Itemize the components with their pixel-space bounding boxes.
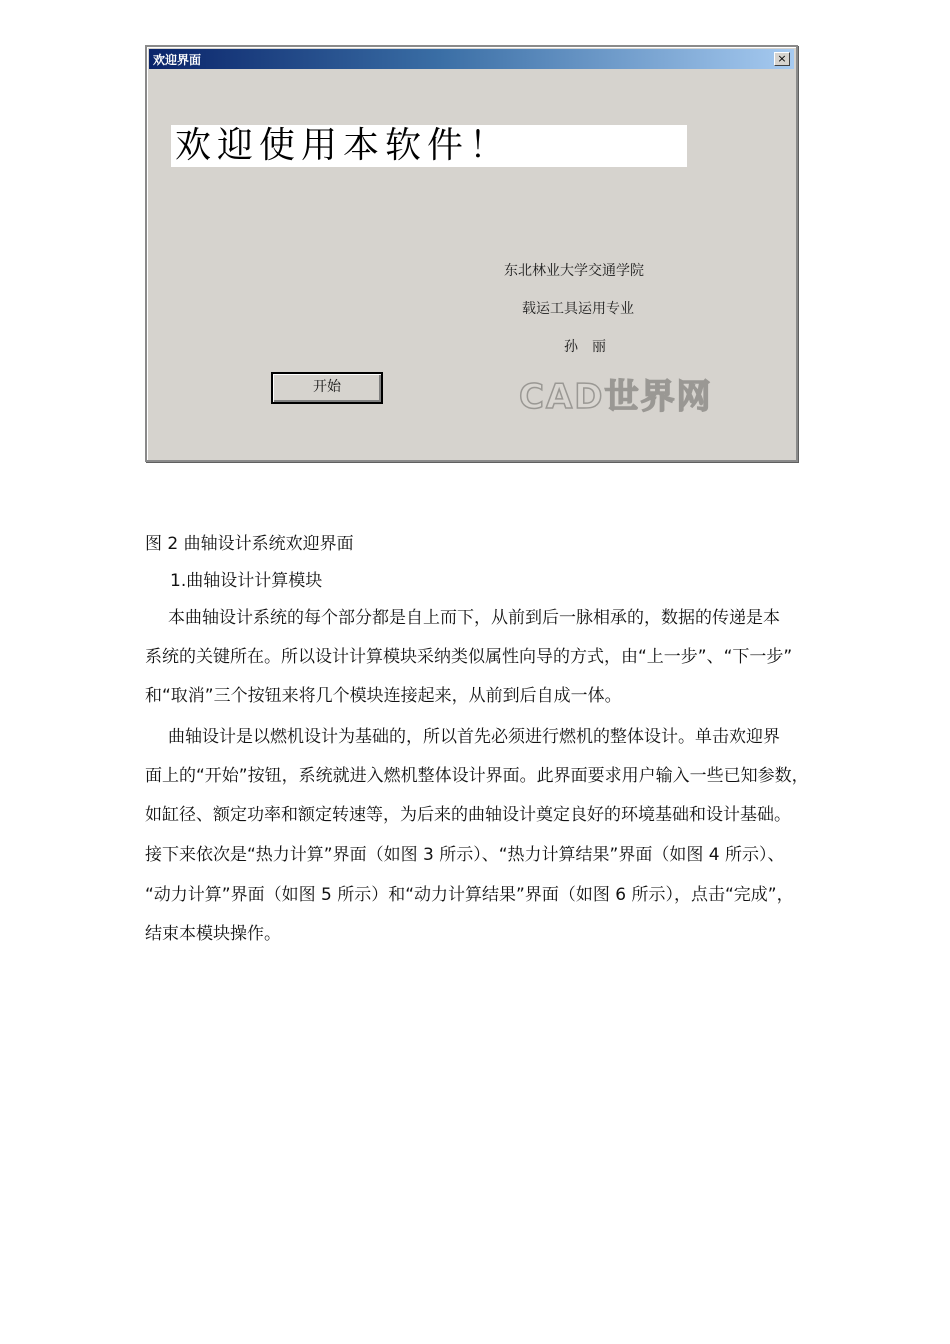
close-button[interactable]: × — [774, 52, 790, 66]
paragraph-1-line: 和“取消”三个按钮来将几个模块连接起来，从前到后自成一体。 — [145, 686, 622, 706]
author-name: 孙丽 — [564, 339, 620, 355]
welcome-dialog-screenshot — [145, 45, 798, 462]
paragraph-1-line: 系统的关键所在。所以设计计算模块采纳类似属性向导的方式，由“上一步”、“下一步” — [145, 647, 793, 667]
figure-caption: 图 2 曲轴设计系统欢迎界面 — [145, 534, 354, 554]
section-heading: 1.曲轴设计计算模块 — [170, 571, 323, 591]
dialog-title: 欢迎界面 — [153, 53, 202, 67]
paragraph-2-line: “动力计算”界面（如图 5 所示）和“动力计算结果”界面（如图 6 所示），点击“完成”， — [145, 885, 794, 905]
org-line-1: 东北林业大学交通学院 — [504, 263, 644, 279]
paragraph-1-line: 本曲轴设计系统的每个部分都是自上而下，从前到后一脉相承的，数据的传递是本 — [168, 608, 780, 628]
paragraph-2-line: 结束本模块操作。 — [145, 924, 281, 944]
dialog-titlebar — [149, 49, 794, 69]
paragraph-2-line: 曲轴设计是以燃机设计为基础的，所以首先必须进行燃机的整体设计。单击欢迎界 — [168, 727, 780, 747]
welcome-banner: 欢迎使用本软件！ — [171, 125, 687, 167]
paragraph-2-line: 接下来依次是“热力计算”界面（如图 3 所示）、“热力计算结果”界面（如图 4 所示）、 — [145, 845, 785, 865]
paragraph-2-line: 如缸径、额定功率和额定转速等，为后来的曲轴设计奠定良好的环境基础和设计基础。 — [145, 805, 791, 825]
paragraph-2-line: 面上的“开始”按钮，系统就进入燃机整体设计界面。此界面要求用户输入一些已知参数， — [145, 766, 809, 786]
start-button[interactable]: 开始 — [271, 372, 383, 404]
org-line-2: 载运工具运用专业 — [522, 301, 634, 317]
watermark-logo: CAD世界网 — [519, 377, 713, 417]
